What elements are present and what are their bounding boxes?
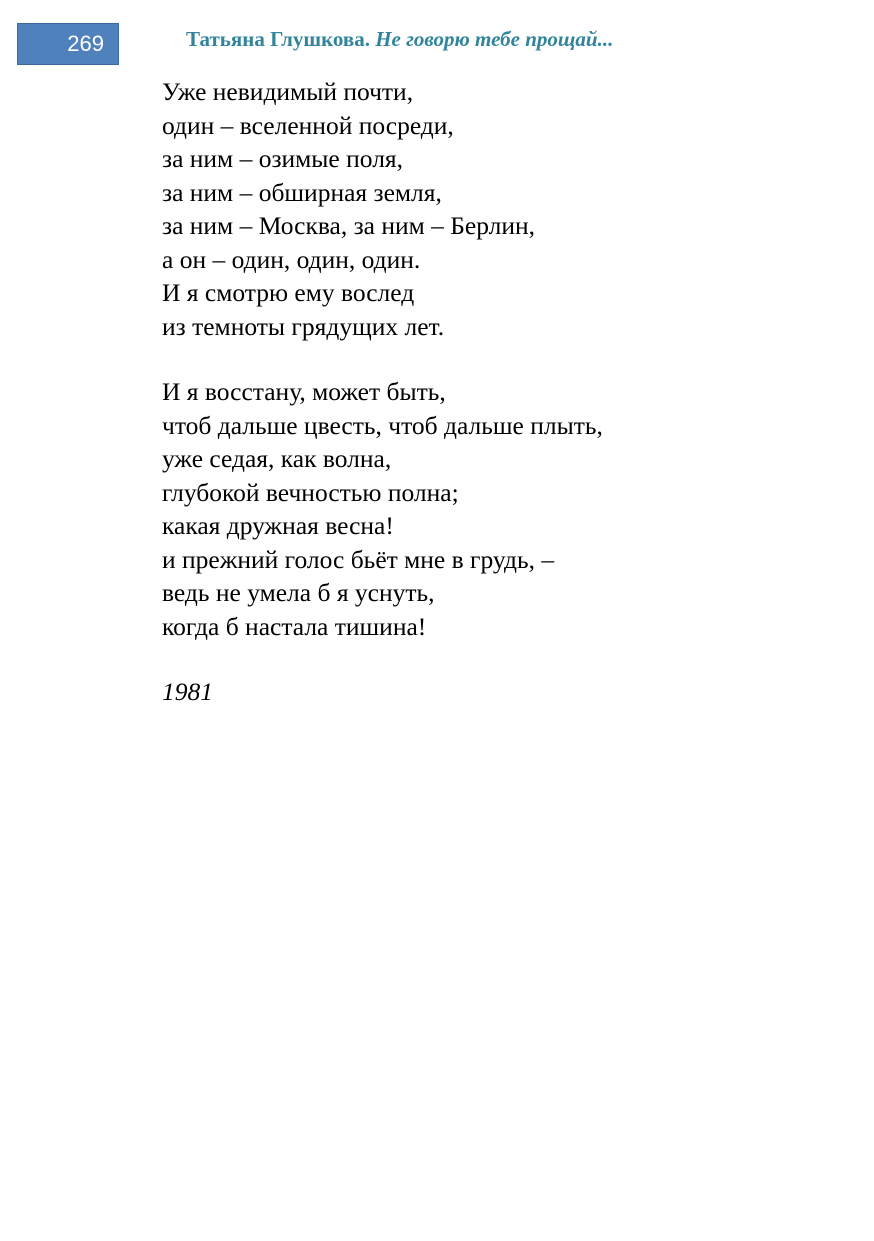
poem-line: а он – один, один, один.: [162, 244, 421, 274]
page-number: 269: [67, 31, 104, 56]
poem-line: и прежний голос бьёт мне в грудь, –: [162, 544, 555, 574]
poem-line: уже седая, как волна,: [162, 444, 392, 473]
poem-line: за ним – обширная земля,: [162, 177, 442, 207]
stanza-2: [162, 375, 842, 643]
header-author: Татьяна Глушкова.: [186, 27, 370, 51]
poem-line: за ним – Москва, за ним – Берлин,: [162, 211, 536, 240]
poem-line: за ним – озимые поля,: [162, 144, 404, 173]
poem-line: ведь не умела б я уснуть,: [162, 578, 435, 607]
running-header: [186, 25, 613, 53]
poem-date: 1981: [162, 677, 213, 706]
page-number-badge: [17, 23, 119, 65]
poem-line: И я смотрю ему вослед: [162, 278, 415, 307]
poem-line: когда б настала тишина!: [162, 611, 427, 641]
poem-line: один – вселенной посреди,: [162, 110, 454, 140]
stanza-1: [162, 75, 842, 343]
header-title: Не говорю тебе прощай...: [375, 27, 614, 51]
poem-line: глубокой вечностью полна;: [162, 477, 459, 507]
poem-line: какая дружная весна!: [162, 511, 394, 540]
poem-line: Уже невидимый почти,: [162, 77, 414, 106]
poem-line: чтоб дальше цвесть, чтоб дальше плыть,: [162, 410, 603, 440]
poem-line: из темноты грядущих лет.: [162, 311, 445, 341]
poem-line: И я восстану, может быть,: [162, 377, 446, 406]
poem-body: [162, 75, 842, 709]
